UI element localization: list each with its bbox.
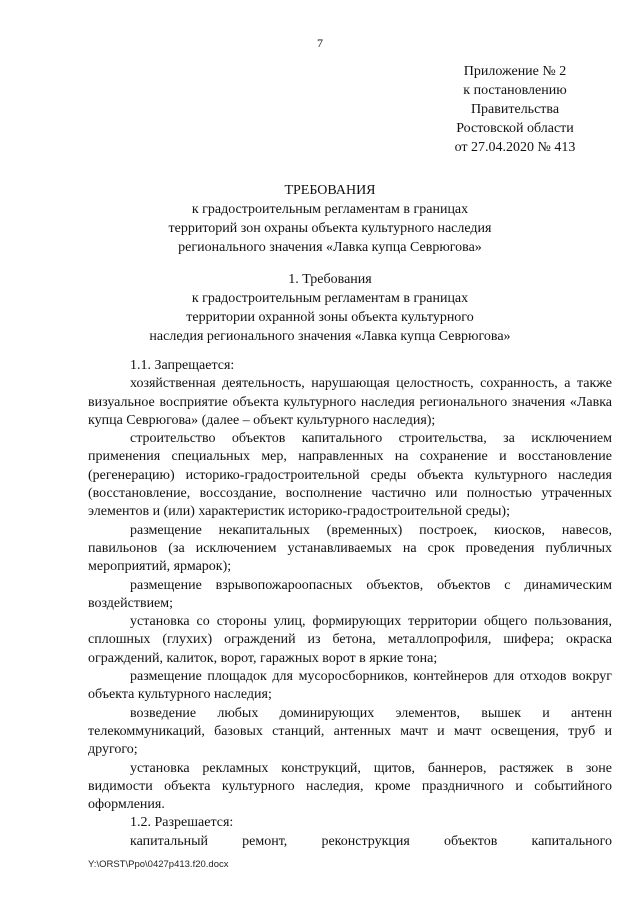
section-title-line: к градостроительным регламентам в границах	[191, 291, 469, 306]
file-path-footer: Y:\ORST\Ppo\0427p413.f20.docx	[88, 859, 229, 870]
paragraph: размещение взрывопожароопасных объектов, объектов с динамическим воздействием;	[88, 577, 612, 611]
appendix-line: Правительства	[470, 102, 560, 117]
title-line: регионального значения «Лавка купца Севрюгова»	[178, 240, 482, 255]
paragraph: размещение некапитальных (временных) построек, киосков, навесов, павильонов (за исключением устанавливаемых на срок проведения публичных мероприятий, ярмарок);	[88, 522, 612, 575]
page-number: 7	[317, 36, 323, 50]
appendix-line: Приложение № 2	[463, 64, 567, 79]
paragraph: возведение любых доминирующих элементов, вышек и антенн телекоммуникаций, базовых станций, антенных мачт и мачт освещения, труб и другого;	[88, 705, 612, 758]
section-title-line: 1. Требования	[288, 272, 372, 287]
paragraph: установка со стороны улиц, формирующих территории общего пользования, сплошных (глухих) ограждений из бетона, металлопрофиля, шифера; окраска ограждений, калиток, ворот, гаражных ворот в яркие тона;	[88, 614, 612, 666]
title-line: территорий зон охраны объекта культурного наследия	[168, 221, 492, 236]
appendix-line: от 27.04.2020 № 413	[454, 140, 576, 155]
title-line: ТРЕБОВАНИЯ	[284, 183, 376, 198]
document-title	[60, 181, 600, 257]
title-line: к градостроительным регламентам в границах	[191, 202, 469, 217]
section-title-line: территории охранной зоны объекта культурного	[186, 310, 474, 325]
appendix-line: Ростовской области	[456, 121, 574, 136]
paragraph: размещение площадок для мусоросборников, контейнеров для отходов вокруг объекта культурного наследия;	[88, 669, 612, 703]
appendix-line: к постановлению	[463, 83, 567, 98]
section-title-line: наследия регионального значения «Лавка купца Севрюгова»	[149, 329, 511, 344]
paragraph: капитальный ремонт, реконструкция объектов капитального	[130, 833, 612, 849]
section-title	[60, 270, 600, 346]
appendix-block	[440, 62, 590, 157]
document-body	[88, 357, 612, 851]
paragraph-1-2-heading: 1.2. Разрешается:	[130, 815, 234, 831]
paragraph-1-1-heading: 1.1. Запрещается:	[130, 358, 235, 373]
paragraph: строительство объектов капитального строительства, за исключением применения специальных мер, направленных на сохранение и восстановление (регенерацию) историко-градостроительной среды объекта культурного наследия (восстановление, воссоздание, восполнение частично или полностью утраченных элементов и (или) характеристик историко-градостроительной среды);	[88, 431, 612, 520]
paragraph: установка рекламных конструкций, щитов, баннеров, растяжек в зоне видимости объекта культурного наследия, кроме праздничного и событийного оформления.	[88, 760, 612, 813]
paragraph: хозяйственная деятельность, нарушающая целостность, сохранность, а также визуальное восприятие объекта культурного наследия регионального значения «Лавка купца Севрюгова» (далее – объект культурного наследия);	[88, 376, 612, 428]
